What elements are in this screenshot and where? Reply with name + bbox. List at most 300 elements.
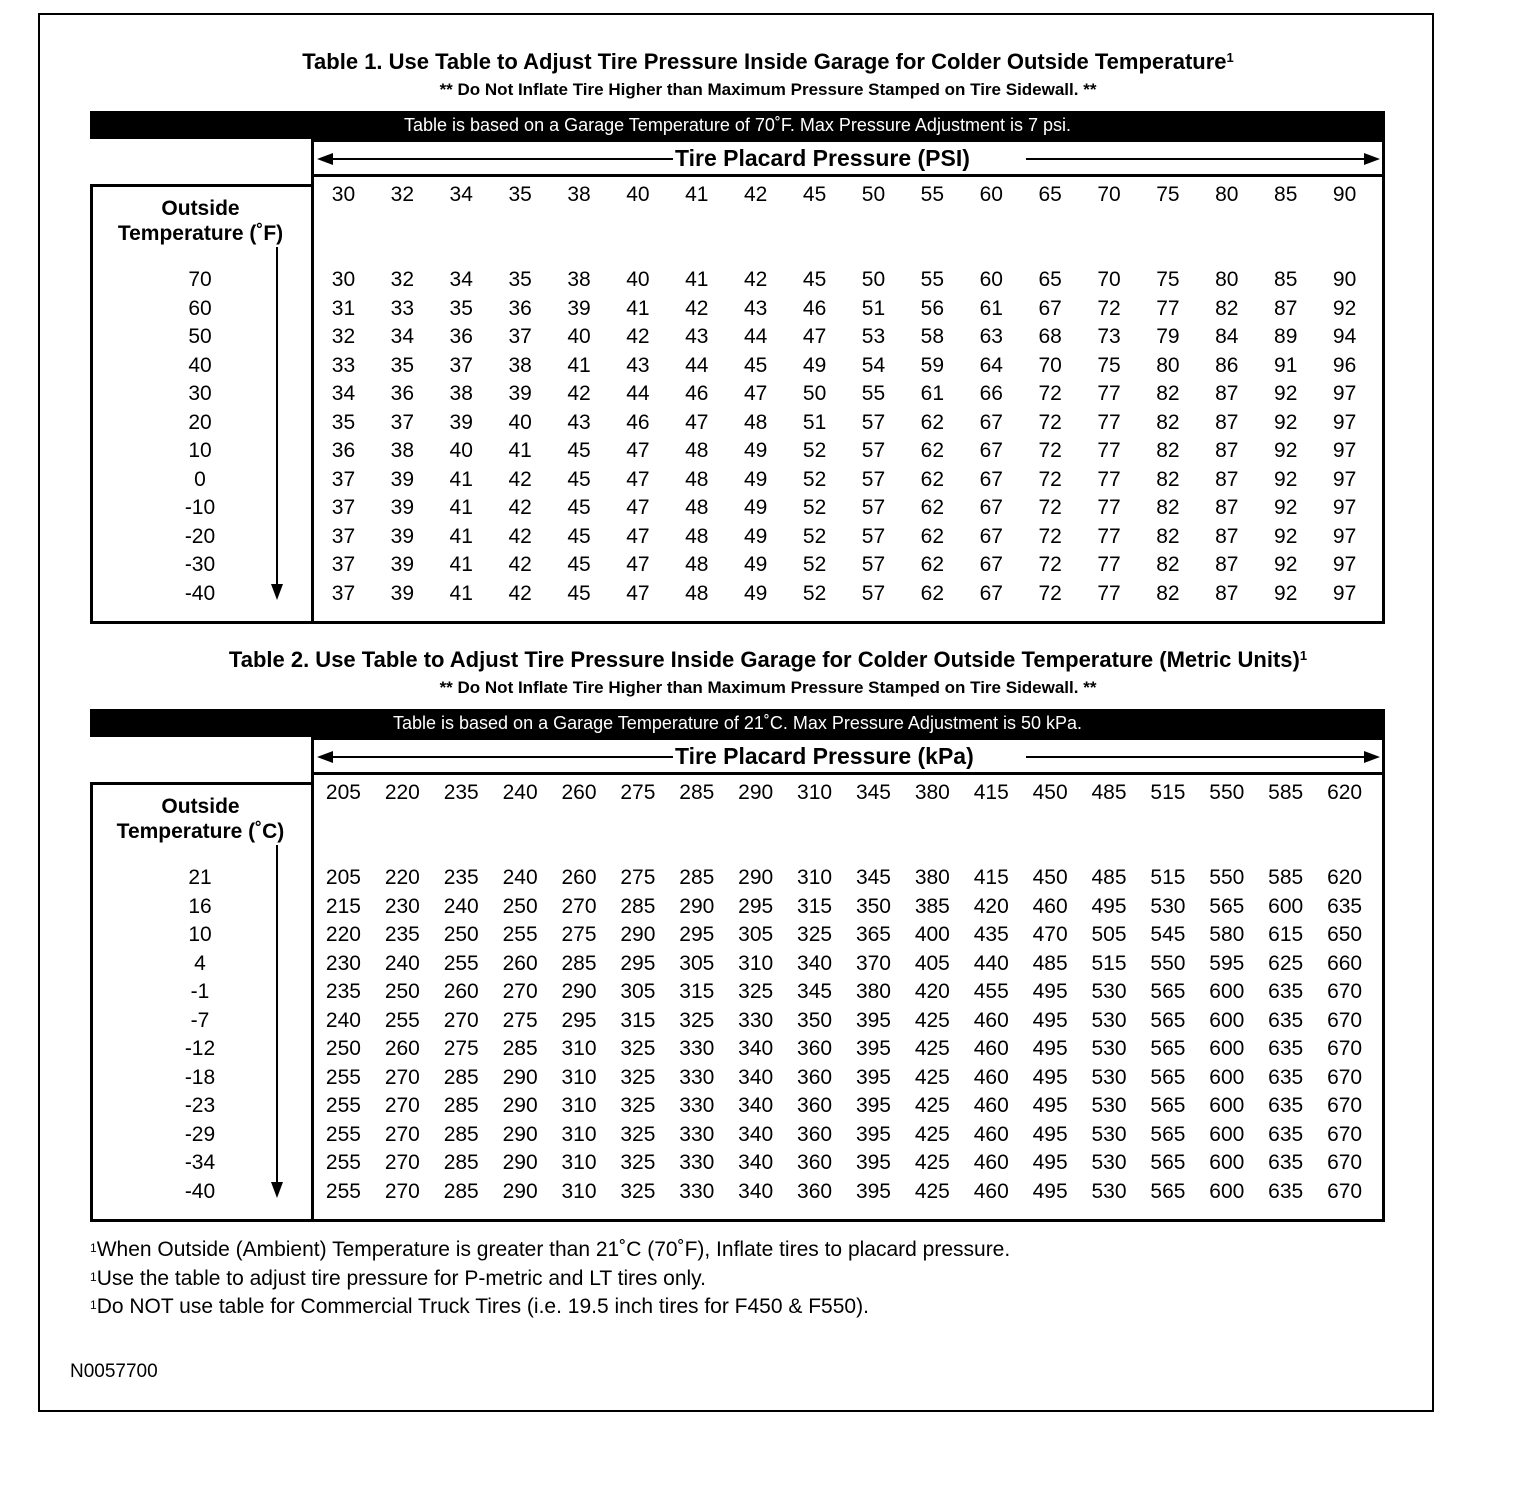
- pressure-cell: 220: [325, 923, 361, 946]
- pressure-cell: 62: [920, 524, 945, 548]
- table-row: [314, 266, 1374, 295]
- pressure-cell: 670: [1327, 1151, 1363, 1174]
- pressure-cell: 325: [620, 1094, 656, 1117]
- pressure-cell: 660: [1327, 951, 1363, 975]
- pressure-cell: 37: [331, 496, 356, 519]
- pressure-cell: 37: [508, 325, 532, 348]
- pressure-cell: 600: [1209, 1065, 1245, 1089]
- pressure-cell: 75: [1156, 268, 1180, 291]
- pressure-cell: 325: [620, 1037, 656, 1060]
- table1-body: [314, 266, 1374, 608]
- pressure-cell: 49: [744, 439, 768, 462]
- pressure-cell: 460: [973, 1179, 1009, 1203]
- pressure-cell: 94: [1332, 325, 1357, 348]
- down-arrow-icon: [271, 1182, 283, 1198]
- pressure-cell: 45: [567, 581, 591, 605]
- table-row: [314, 1121, 1374, 1150]
- pressure-cell: 460: [973, 1094, 1009, 1117]
- pressure-cell: 425: [914, 1151, 950, 1174]
- pressure-cell: 46: [685, 382, 709, 405]
- pressure-cell: 325: [738, 980, 774, 1003]
- pressure-cell: 43: [567, 410, 591, 434]
- header-cell: 80: [1215, 183, 1239, 206]
- pressure-cell: 67: [979, 496, 1003, 519]
- pressure-cell: 425: [914, 1037, 950, 1060]
- pressure-cell: 77: [1097, 553, 1121, 576]
- pressure-cell: 32: [331, 325, 356, 348]
- pressure-cell: 305: [738, 923, 774, 946]
- table-row: [314, 1064, 1374, 1093]
- temperature-cell: -20: [184, 524, 216, 548]
- temperature-cell: -40: [184, 581, 216, 605]
- pressure-cell: 73: [1097, 325, 1121, 348]
- pressure-cell: 77: [1097, 410, 1121, 434]
- pressure-cell: 285: [620, 894, 656, 918]
- pressure-cell: 41: [449, 496, 473, 519]
- pressure-cell: 45: [567, 553, 591, 576]
- temperature-cell: 10: [188, 923, 212, 946]
- pressure-cell: 47: [626, 439, 650, 462]
- pressure-cell: 395: [855, 1065, 891, 1089]
- pressure-cell: 82: [1156, 524, 1180, 548]
- pressure-cell: 52: [802, 553, 827, 576]
- pressure-cell: 565: [1150, 980, 1186, 1003]
- pressure-cell: 37: [331, 467, 356, 491]
- header-cell: 205: [325, 781, 361, 804]
- pressure-cell: 270: [384, 1094, 420, 1117]
- pressure-cell: 34: [449, 268, 473, 291]
- pressure-cell: 425: [914, 1065, 950, 1089]
- header-cell: 380: [914, 781, 950, 804]
- pressure-cell: 92: [1274, 553, 1298, 576]
- pressure-cell: 530: [1091, 1179, 1127, 1203]
- header-cell: 50: [861, 183, 886, 206]
- pressure-cell: 395: [855, 1151, 891, 1174]
- table2: [90, 737, 1385, 1222]
- pressure-cell: 600: [1209, 1179, 1245, 1203]
- pressure-cell: 275: [443, 1037, 479, 1060]
- header-cell: 485: [1091, 781, 1127, 804]
- pressure-cell: 290: [502, 1094, 538, 1117]
- pressure-cell: 285: [502, 1037, 538, 1060]
- table-row: [314, 409, 1374, 438]
- pressure-cell: 230: [325, 951, 361, 975]
- pressure-cell: 42: [626, 325, 650, 348]
- pressure-cell: 57: [861, 496, 886, 519]
- pressure-cell: 285: [443, 1151, 479, 1174]
- pressure-cell: 290: [502, 1122, 538, 1146]
- pressure-cell: 530: [1091, 1037, 1127, 1060]
- pressure-cell: 52: [802, 467, 827, 491]
- pressure-cell: 37: [449, 353, 473, 377]
- pressure-cell: 635: [1268, 1008, 1304, 1032]
- pressure-cell: 51: [802, 410, 827, 434]
- table1-banner: Table is based on a Garage Temperature of 70˚F. Max Pressure Adjustment is 7 psi.: [90, 111, 1385, 139]
- pressure-cell: 62: [920, 553, 945, 576]
- pressure-cell: 82: [1156, 382, 1180, 405]
- pressure-cell: 41: [449, 553, 473, 576]
- pressure-cell: 310: [561, 1094, 597, 1117]
- pressure-cell: 530: [1091, 980, 1127, 1003]
- header-cell: 41: [685, 183, 709, 206]
- pressure-cell: 77: [1097, 439, 1121, 462]
- pressure-cell: 285: [443, 1065, 479, 1089]
- header-cell: 45: [802, 183, 827, 206]
- pressure-cell: 305: [620, 980, 656, 1003]
- table1-placard-header: [311, 139, 1385, 177]
- pressure-cell: 255: [443, 951, 479, 975]
- pressure-cell: 315: [797, 894, 833, 918]
- pressure-cell: 670: [1327, 1037, 1363, 1060]
- header-cell: 40: [626, 183, 650, 206]
- pressure-cell: 34: [390, 325, 415, 348]
- pressure-cell: 325: [679, 1008, 715, 1032]
- table-row: [314, 580, 1374, 609]
- pressure-cell: 515: [1091, 951, 1127, 975]
- pressure-cell: 40: [626, 268, 650, 291]
- pressure-cell: 435: [973, 923, 1009, 946]
- pressure-cell: 350: [797, 1008, 833, 1032]
- pressure-cell: 310: [561, 1065, 597, 1089]
- pressure-cell: 310: [738, 951, 774, 975]
- pressure-cell: 36: [508, 296, 532, 320]
- pressure-cell: 635: [1268, 1037, 1304, 1060]
- pressure-cell: 46: [802, 296, 827, 320]
- pressure-cell: 395: [855, 1094, 891, 1117]
- pressure-cell: 50: [802, 382, 827, 405]
- pressure-cell: 87: [1215, 496, 1239, 519]
- pressure-cell: 34: [331, 382, 356, 405]
- pressure-cell: 255: [384, 1008, 420, 1032]
- header-cell: 415: [973, 781, 1009, 804]
- pressure-cell: 55: [861, 382, 886, 405]
- pressure-cell: 33: [390, 296, 415, 320]
- table1-title: Table 1. Use Table to Adjust Tire Pressure Inside Garage for Colder Outside Temperature$^1$: [302, 49, 1234, 74]
- pressure-cell: 270: [384, 1179, 420, 1203]
- pressure-cell: 97: [1332, 439, 1357, 462]
- table-row: [314, 352, 1374, 381]
- pressure-cell: 62: [920, 410, 945, 434]
- pressure-cell: 67: [979, 410, 1003, 434]
- pressure-cell: 565: [1150, 1008, 1186, 1032]
- pressure-cell: 62: [920, 467, 945, 491]
- pressure-cell: 240: [384, 951, 420, 975]
- pressure-cell: 72: [1038, 410, 1062, 434]
- pressure-cell: 60: [979, 268, 1003, 291]
- footnote-1: $^1$When Outside (Ambient) Temperature is greater than 21˚C (70˚F), Inflate tires to placard pressure.: [90, 1238, 1011, 1261]
- pressure-cell: 97: [1332, 467, 1357, 491]
- pressure-cell: 80: [1215, 268, 1239, 291]
- pressure-cell: 84: [1215, 325, 1239, 348]
- pressure-cell: 550: [1150, 951, 1186, 975]
- pressure-cell: 220: [384, 866, 420, 889]
- pressure-cell: 92: [1274, 496, 1298, 519]
- pressure-cell: 52: [802, 524, 827, 548]
- table2-body: [314, 864, 1374, 1206]
- pressure-cell: 285: [561, 951, 597, 975]
- table-row: [314, 1007, 1374, 1036]
- pressure-cell: 360: [797, 1179, 833, 1203]
- pressure-cell: 62: [920, 439, 945, 462]
- pressure-cell: 495: [1032, 1037, 1068, 1060]
- pressure-cell: 49: [802, 353, 827, 377]
- pressure-cell: 92: [1274, 524, 1298, 548]
- pressure-cell: 285: [443, 1094, 479, 1117]
- pressure-cell: 35: [449, 296, 473, 320]
- pressure-cell: 40: [449, 439, 473, 462]
- pressure-cell: 395: [855, 1179, 891, 1203]
- table-row: [314, 893, 1374, 922]
- header-cell: 65: [1038, 183, 1062, 206]
- pressure-cell: 345: [855, 866, 891, 889]
- temperature-cell: -1: [190, 980, 210, 1003]
- pressure-cell: 87: [1215, 467, 1239, 491]
- pressure-cell: 39: [390, 524, 415, 548]
- pressure-cell: 52: [802, 581, 827, 605]
- table1: [90, 139, 1385, 624]
- pressure-cell: 85: [1274, 268, 1298, 291]
- pressure-cell: 38: [508, 353, 532, 377]
- pressure-cell: 97: [1332, 496, 1357, 519]
- pressure-cell: 310: [561, 1122, 597, 1146]
- pressure-cell: 41: [449, 467, 473, 491]
- header-cell: 290: [738, 781, 774, 804]
- pressure-cell: 70: [1097, 268, 1121, 291]
- table2-temps: [150, 864, 250, 1206]
- header-cell: 585: [1268, 781, 1304, 804]
- right-arrow-icon: [1364, 153, 1380, 165]
- header-cell: 550: [1209, 781, 1245, 804]
- pressure-cell: 36: [331, 439, 356, 462]
- table2-header-row: [314, 780, 1374, 806]
- header-cell: 235: [443, 781, 479, 804]
- pressure-cell: 91: [1274, 353, 1298, 377]
- pressure-cell: 495: [1091, 894, 1127, 918]
- pressure-cell: 235: [384, 923, 420, 946]
- pressure-cell: 97: [1332, 524, 1357, 548]
- pressure-cell: 87: [1274, 296, 1298, 320]
- pressure-cell: 565: [1150, 1094, 1186, 1117]
- pressure-cell: 67: [979, 439, 1003, 462]
- pressure-cell: 240: [443, 894, 479, 918]
- pressure-cell: 370: [855, 951, 891, 975]
- pressure-cell: 400: [914, 923, 950, 946]
- pressure-cell: 43: [685, 325, 709, 348]
- pressure-cell: 72: [1038, 553, 1062, 576]
- pressure-cell: 75: [1097, 353, 1121, 377]
- pressure-cell: 290: [502, 1065, 538, 1089]
- pressure-cell: 325: [620, 1065, 656, 1089]
- pressure-cell: 45: [567, 496, 591, 519]
- footnote-3: $^1$Do NOT use table for Commercial Truck Tires (i.e. 19.5 inch tires for F450 & F550).: [90, 1295, 869, 1318]
- pressure-cell: 41: [626, 296, 650, 320]
- pressure-cell: 77: [1097, 496, 1121, 519]
- pressure-cell: 495: [1032, 1179, 1068, 1203]
- pressure-cell: 57: [861, 467, 886, 491]
- pressure-cell: 46: [626, 410, 650, 434]
- pressure-cell: 380: [855, 980, 891, 1003]
- pressure-cell: 600: [1209, 1037, 1245, 1060]
- pressure-cell: 87: [1215, 581, 1239, 605]
- pressure-cell: 530: [1091, 1094, 1127, 1117]
- pressure-cell: 240: [325, 1008, 361, 1032]
- pressure-cell: 44: [685, 353, 709, 377]
- header-cell: 35: [508, 183, 532, 206]
- pressure-cell: 97: [1332, 553, 1357, 576]
- pressure-cell: 255: [325, 1151, 361, 1174]
- pressure-cell: 635: [1268, 1151, 1304, 1174]
- pressure-cell: 305: [679, 951, 715, 975]
- pressure-cell: 92: [1274, 581, 1298, 605]
- pressure-cell: 90: [1332, 268, 1357, 291]
- pressure-cell: 495: [1032, 980, 1068, 1003]
- pressure-cell: 330: [679, 1094, 715, 1117]
- table2-outside-label: Outside Temperature (˚C): [116, 795, 285, 843]
- pressure-cell: 80: [1156, 353, 1180, 377]
- pressure-cell: 52: [802, 439, 827, 462]
- header-cell: 90: [1332, 183, 1357, 206]
- pressure-cell: 97: [1332, 581, 1357, 605]
- table1-subtitle: ** Do Not Inflate Tire Higher than Maximum Pressure Stamped on Tire Sidewall. **: [439, 80, 1097, 99]
- table-row: [314, 1035, 1374, 1064]
- pressure-cell: 72: [1038, 581, 1062, 605]
- pressure-cell: 290: [502, 1151, 538, 1174]
- pressure-cell: 495: [1032, 1122, 1068, 1146]
- pressure-cell: 35: [390, 353, 415, 377]
- pressure-cell: 460: [1032, 894, 1068, 918]
- pressure-cell: 62: [920, 581, 945, 605]
- pressure-cell: 62: [920, 496, 945, 519]
- pressure-cell: 290: [620, 923, 656, 946]
- pressure-cell: 295: [738, 894, 774, 918]
- pressure-cell: 425: [914, 1179, 950, 1203]
- pressure-cell: 87: [1215, 524, 1239, 548]
- pressure-cell: 39: [390, 581, 415, 605]
- pressure-cell: 45: [567, 524, 591, 548]
- pressure-cell: 420: [973, 894, 1009, 918]
- pressure-cell: 39: [567, 296, 591, 320]
- temperature-cell: 40: [188, 353, 212, 377]
- pressure-cell: 615: [1268, 923, 1304, 946]
- pressure-cell: 96: [1332, 353, 1357, 377]
- table2-title: Table 2. Use Table to Adjust Tire Pressure Inside Garage for Colder Outside Temperature (Metric Units)$^1$: [228, 647, 1308, 672]
- header-cell: 55: [920, 183, 945, 206]
- table2-subtitle: ** Do Not Inflate Tire Higher than Maximum Pressure Stamped on Tire Sidewall. **: [439, 678, 1097, 697]
- pressure-cell: 290: [502, 1179, 538, 1203]
- temperature-cell: -7: [190, 1008, 210, 1032]
- pressure-cell: 360: [797, 1151, 833, 1174]
- pressure-cell: 325: [620, 1122, 656, 1146]
- pressure-cell: 48: [685, 439, 709, 462]
- header-cell: 310: [797, 781, 833, 804]
- pressure-cell: 47: [744, 382, 768, 405]
- pressure-cell: 255: [325, 1122, 361, 1146]
- pressure-cell: 37: [331, 524, 356, 548]
- pressure-cell: 35: [508, 268, 532, 291]
- table-row: [314, 494, 1374, 523]
- pressure-cell: 255: [325, 1094, 361, 1117]
- pressure-cell: 41: [567, 353, 591, 377]
- pressure-cell: 31: [331, 296, 356, 320]
- pressure-cell: 340: [738, 1065, 774, 1089]
- pressure-cell: 37: [390, 410, 415, 434]
- pressure-cell: 460: [973, 1065, 1009, 1089]
- table1-down-line: [276, 247, 278, 592]
- pressure-cell: 92: [1274, 467, 1298, 491]
- pressure-cell: 325: [620, 1151, 656, 1174]
- temperature-cell: -23: [184, 1094, 216, 1117]
- header-cell: 70: [1097, 183, 1121, 206]
- pressure-cell: 87: [1215, 553, 1239, 576]
- pressure-cell: 40: [567, 325, 591, 348]
- pressure-cell: 260: [502, 951, 538, 975]
- pressure-cell: 310: [561, 1151, 597, 1174]
- pressure-cell: 565: [1150, 1151, 1186, 1174]
- pressure-cell: 505: [1091, 923, 1127, 946]
- pressure-cell: 670: [1327, 1179, 1363, 1203]
- pressure-cell: 290: [738, 866, 774, 889]
- pressure-cell: 49: [744, 524, 768, 548]
- table1-temps: [150, 266, 250, 608]
- table-row: [314, 950, 1374, 979]
- pressure-cell: 82: [1215, 296, 1239, 320]
- pressure-cell: 45: [744, 353, 768, 377]
- pressure-cell: 450: [1032, 866, 1068, 889]
- pressure-cell: 250: [325, 1037, 361, 1060]
- pressure-cell: 205: [325, 866, 361, 889]
- pressure-cell: 270: [443, 1008, 479, 1032]
- pressure-cell: 235: [443, 866, 479, 889]
- pressure-cell: 495: [1032, 1008, 1068, 1032]
- pressure-cell: 72: [1038, 496, 1062, 519]
- pressure-cell: 565: [1150, 1065, 1186, 1089]
- pressure-cell: 86: [1215, 353, 1239, 377]
- pressure-cell: 67: [1038, 296, 1062, 320]
- table2-banner: Table is based on a Garage Temperature of 21˚C. Max Pressure Adjustment is 50 kPa.: [90, 709, 1385, 737]
- header-cell: 345: [855, 781, 891, 804]
- pressure-cell: 92: [1274, 410, 1298, 434]
- pressure-cell: 65: [1038, 268, 1062, 291]
- pressure-cell: 54: [861, 353, 886, 377]
- pressure-cell: 565: [1150, 1037, 1186, 1060]
- table-row: [314, 1178, 1374, 1207]
- pressure-cell: 340: [797, 951, 833, 975]
- pressure-cell: 77: [1097, 382, 1121, 405]
- pressure-cell: 580: [1209, 923, 1245, 946]
- pressure-cell: 470: [1032, 923, 1068, 946]
- pressure-cell: 635: [1268, 1122, 1304, 1146]
- pressure-cell: 285: [679, 866, 715, 889]
- temperature-cell: -12: [184, 1037, 216, 1060]
- pressure-cell: 290: [679, 894, 715, 918]
- pressure-cell: 45: [802, 268, 827, 291]
- temperature-cell: 0: [194, 467, 206, 491]
- pressure-cell: 47: [626, 524, 650, 548]
- pressure-cell: 670: [1327, 1122, 1363, 1146]
- footnotes: [90, 1236, 1010, 1322]
- pressure-cell: 635: [1268, 980, 1304, 1003]
- pressure-cell: 43: [626, 353, 650, 377]
- pressure-cell: 565: [1209, 894, 1245, 918]
- pressure-cell: 42: [508, 581, 532, 605]
- pressure-cell: 310: [561, 1179, 597, 1203]
- temperature-cell: -18: [184, 1065, 216, 1089]
- pressure-cell: 600: [1209, 1008, 1245, 1032]
- pressure-cell: 625: [1268, 951, 1304, 975]
- pressure-cell: 600: [1209, 980, 1245, 1003]
- pressure-cell: 230: [384, 894, 420, 918]
- pressure-cell: 485: [1032, 951, 1068, 975]
